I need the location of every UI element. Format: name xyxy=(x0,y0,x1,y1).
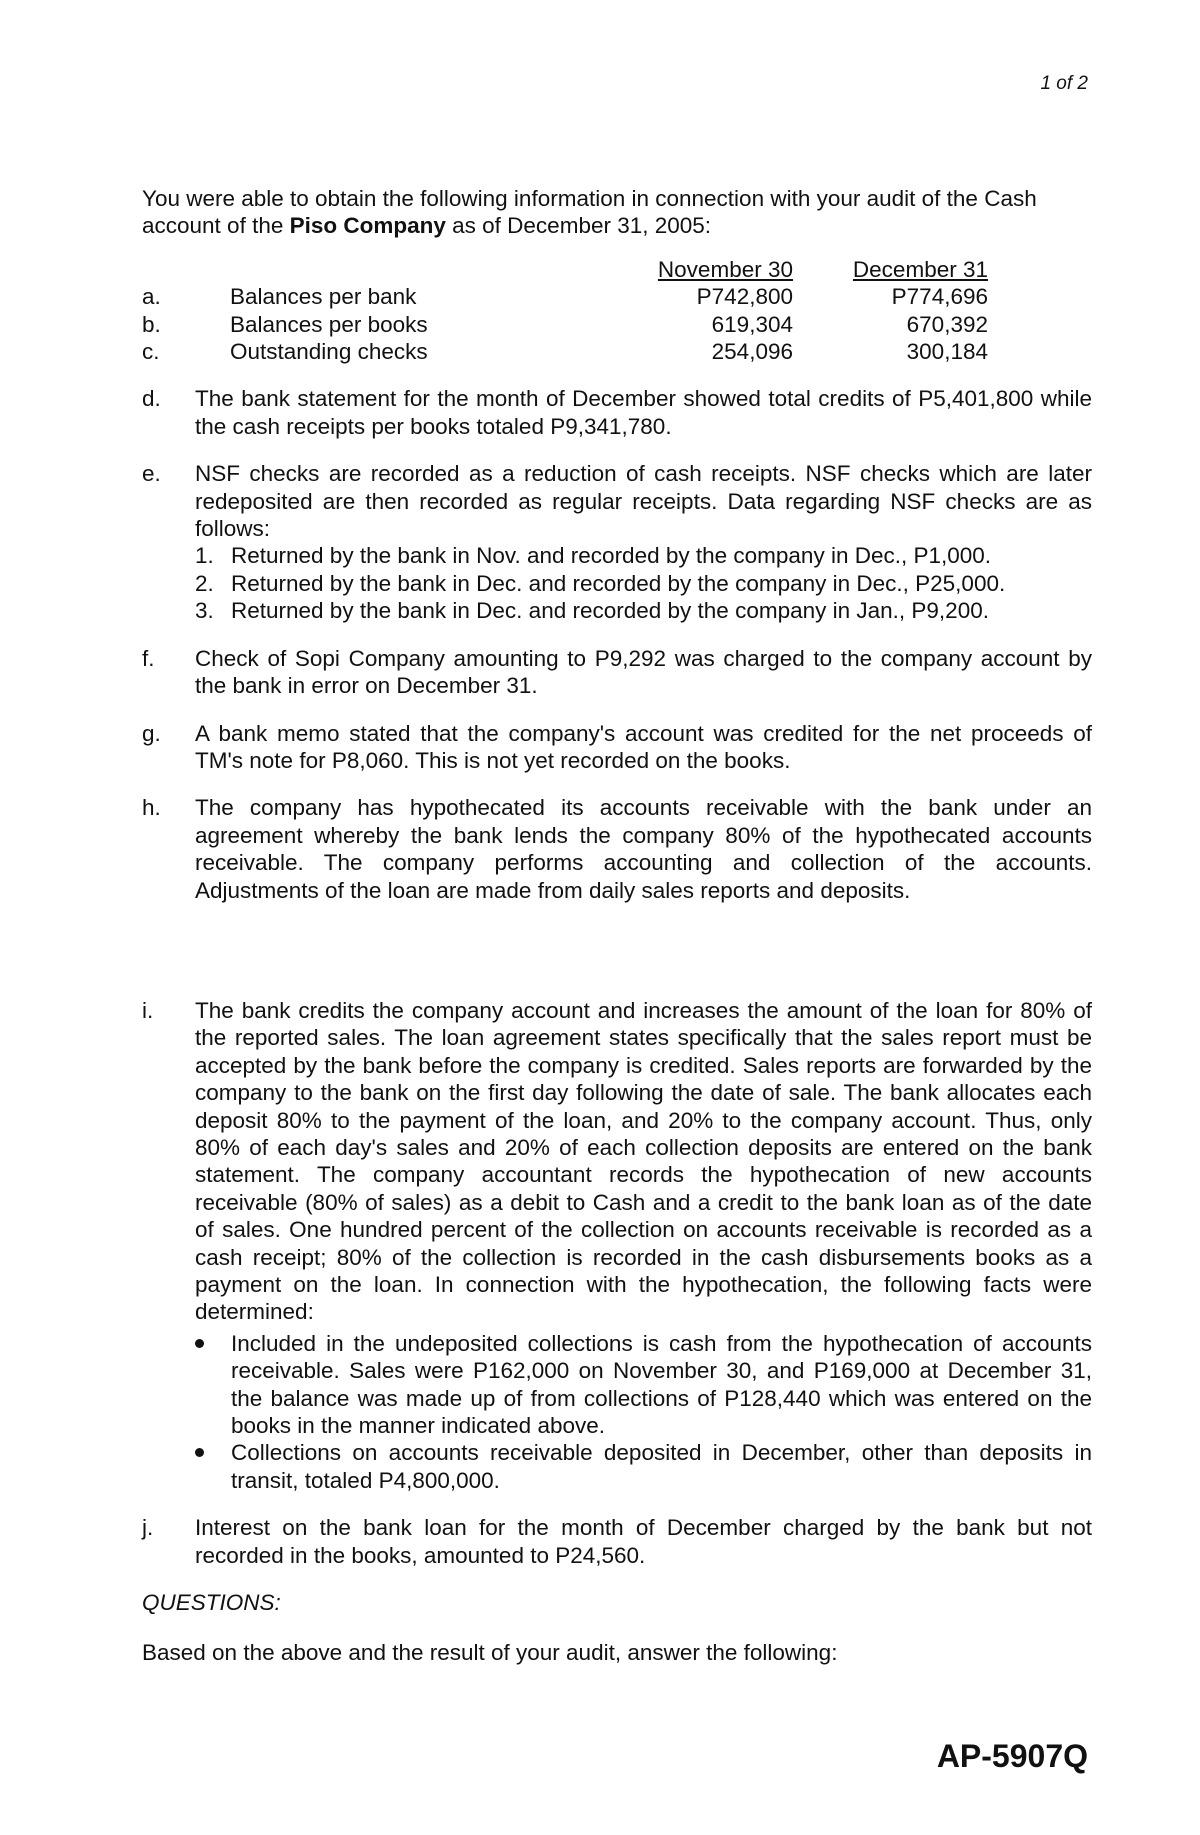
item-d xyxy=(142,385,1092,440)
bullet-icon xyxy=(195,1339,204,1348)
item-text: The company has hypothecated its accounts receivable with the bank under an agreement whereby the bank lends the company 80% of the hypothecated accounts receivable. The company performs accounting and collection of the accounts. Adjustments of the loan are made from daily sales reports and deposits. xyxy=(195,795,1092,903)
page-number: 1 of 2 xyxy=(1040,73,1088,94)
item-text: NSF checks are recorded as a reduction of cash receipts. NSF checks which are later redeposited are then recorded as regular receipts. Data regarding NSF checks are as follows: xyxy=(195,461,1092,542)
intro-text-end: as of December 31, 2005: xyxy=(445,213,712,239)
questions-heading: QUESTIONS: xyxy=(142,1590,281,1616)
item-i xyxy=(142,997,1092,1494)
item-g xyxy=(142,720,1092,775)
intro-paragraph xyxy=(142,185,1092,240)
row-letter: b. xyxy=(142,311,161,337)
item-letter: h. xyxy=(142,795,161,821)
item-text: A bank memo stated that the company's account was credited for the net proceeds of TM's note for P8,060. This is not yet recorded on the books. xyxy=(195,720,1092,773)
item-f xyxy=(142,645,1092,700)
item-text: The bank credits the company account and increases the amount of the loan for 80% of the reported sales. The loan agreement states specifically that the sales report must be accepted by the bank before the company is credited. Sales reports are forwarded by the company to the bank on the first day following the date of sale. The bank allocates each deposit 80% to the payment of the loan, and 20% to the company account. Thus, only 80% of each day's sales and 20% of each collection deposits are entered on the bank statement. The company accountant records the hypothecation of new accounts receivable (80% of sales) as a debit to Cash and a credit to the bank loan as of the date of sales. One hundred percent of the collection on accounts receivable is recorded as a cash receipt; 80% of the collection is recorded in the cash disbursements books as a payment on the loan. In connection with the hypothecation, the following facts were determined: xyxy=(195,997,1092,1325)
bullet-icon xyxy=(195,1448,204,1457)
list-item: 3. Returned by the bank in Dec. and recorded by the company in Jan., P9,200. xyxy=(195,598,989,624)
company-name: Piso Company xyxy=(289,213,446,239)
item-letter: i. xyxy=(142,997,154,1023)
row-dec-value: 300,184 xyxy=(906,339,988,365)
item-text: Interest on the bank loan for the month of December charged by the bank but not recorded in the books, amounted to P24,560. xyxy=(195,1515,1092,1568)
item-letter: g. xyxy=(142,720,161,746)
item-e xyxy=(142,460,1092,624)
document-code: AP-5907Q xyxy=(936,1738,1088,1774)
row-dec-value: P774,696 xyxy=(891,284,988,310)
item-letter: j. xyxy=(142,1515,154,1541)
bullet-list xyxy=(195,1330,1092,1494)
row-dec-value: 670,392 xyxy=(906,311,988,337)
row-label: Outstanding checks xyxy=(230,339,428,365)
spacer xyxy=(142,904,1092,977)
document-body xyxy=(142,185,1092,1689)
row-nov-value: P742,800 xyxy=(696,284,793,310)
row-letter: c. xyxy=(142,339,160,365)
list-item: Included in the undeposited collections is cash from the hypothecation of accounts receivable. Sales were P162,000 on November 30, and P169,000 at December 31, the balance was made up of from collections of P128,440 which was entered on the books in the manner indicated above. xyxy=(195,1330,1092,1440)
item-text: The bank statement for the month of December showed total credits of P5,401,800 while the cash receipts per books totaled P9,341,780. xyxy=(195,386,1092,439)
table-row xyxy=(142,283,988,310)
balances-header-row xyxy=(142,256,988,283)
row-letter: a. xyxy=(142,284,161,310)
row-nov-value: 254,096 xyxy=(711,339,793,365)
table-row xyxy=(142,338,988,365)
list-item: Collections on accounts receivable deposited in December, other than deposits in transit, totaled P4,800,000. xyxy=(195,1439,1092,1494)
item-letter: d. xyxy=(142,386,161,412)
row-nov-value: 619,304 xyxy=(711,311,793,337)
item-j xyxy=(142,1514,1092,1569)
balances-table xyxy=(142,256,988,366)
table-row xyxy=(142,311,988,338)
list-item: 2. Returned by the bank in Dec. and recorded by the company in Dec., P25,000. xyxy=(195,570,1006,596)
item-letter: e. xyxy=(142,461,161,487)
item-h xyxy=(142,794,1092,904)
item-text: Check of Sopi Company amounting to P9,292 was charged to the company account by the bank in error on December 31. xyxy=(195,645,1092,699)
intro-text: You were able to obtain the following information in connection with your audit of the Cash account of the xyxy=(142,186,1037,239)
row-label: Balances per bank xyxy=(230,284,417,310)
list-item: 1. Returned by the bank in Nov. and recorded by the company in Dec., P1,000. xyxy=(195,543,992,569)
row-label: Balances per books xyxy=(230,311,428,337)
header-december-31: December 31 xyxy=(852,256,988,282)
instruction-text: Based on the above and the result of your audit, answer the following: xyxy=(142,1639,838,1665)
header-november-30: November 30 xyxy=(657,256,793,282)
item-letter: f. xyxy=(142,645,155,671)
